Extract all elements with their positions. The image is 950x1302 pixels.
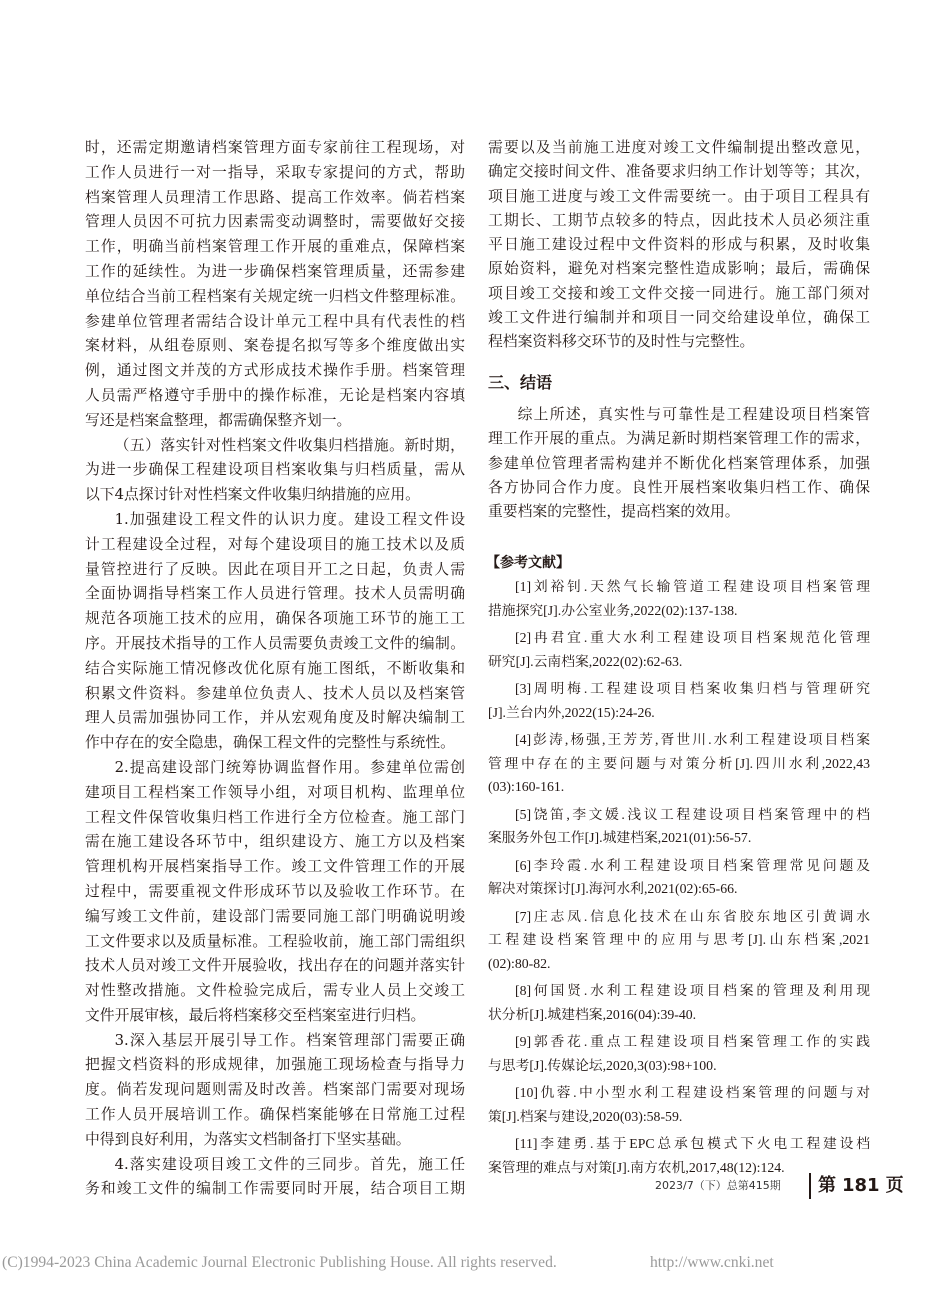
reference-line: [9]郭香花.重点工程建设项目档案管理工作的实践 [515,1034,870,1050]
text-line: 中得到良好利用，为落实文档制备打下坚实基础。 [85,1130,411,1148]
paragraph [488,403,870,524]
reference-item [488,626,870,673]
reference-line: [8]何国贤.水利工程建设项目档案的管理及利用现 [515,983,870,999]
text-line: 4.落实建设项目竣工文件的三同步。首先，施工任 [114,1155,465,1173]
paragraph [85,136,465,434]
text-line: 管理机构开展档案指导工作。竣工文件管理工作的开展 [85,858,465,876]
section-heading: 三、结语 [488,373,553,392]
text-line: 档案管理人员理清工作思路、提高工作效率。倘若档案 [85,188,465,206]
text-line: 管理人员因不可抗力因素需变动调整时，需要做好交接 [85,213,465,231]
text-line: 案材料，从组卷原则、案卷提名拟写等多个维度做出实 [85,337,465,355]
reference-item [488,1081,870,1128]
reference-line: [2]冉君宜.重大水利工程建设项目档案规范化管理 [515,630,870,646]
issue-label: 2023/7（下）总第415期 [655,1179,781,1192]
reference-line: [6]李玲霞.水利工程建设项目档案管理常见问题及 [515,857,870,873]
reference-item [488,728,870,799]
reference-line: 与思考[J].传媒论坛,2020,3(03):98+100. [488,1057,717,1073]
text-line: 计工程建设全过程，对每个建设项目的施工技术以及质 [85,535,465,553]
text-line: 程档案资料移交环节的及时性与完整性。 [488,333,755,350]
reference-line: [J].兰台内外,2022(15):24-26. [488,704,655,720]
text-line: 时，还需定期邀请档案管理方面专家前往工程现场，对 [85,139,465,156]
text-line: 原始资料，避免对档案完整性造成影响；最后，需确保 [488,260,870,278]
page-number-label [818,1174,904,1198]
reference-line: [10]仇蓉.中小型水利工程建设档案管理的问题与对 [515,1085,870,1101]
reference-line: [11]李建勇.基于EPC总承包模式下火电工程建设档 [515,1136,870,1152]
paragraph [85,508,465,756]
page-number: 181 [842,1175,880,1196]
text-line: 各方协同合作力度。良性开展档案收集归档工作、确保 [488,478,870,496]
text-line: 参建单位管理者需构建并不断优化档案管理体系，加强 [488,454,870,472]
text-line: 建项目工程档案工作领导小组，对项目机构、监理单位 [85,783,465,801]
left-column [85,136,465,1202]
text-line: 项目施工进度与竣工文件需要统一。由于项目工程具有 [488,187,870,205]
reference-line: [4]彭涛,杨强,王芳芳,胥世川.水利工程建设项目档案 [515,732,870,748]
reference-item [488,1132,870,1179]
text-line: 需在施工建设各环节中，组织建设方、施工方以及档案 [85,833,465,851]
copyright-url: http://www.cnki.net [650,1254,774,1271]
text-line: 以下4点探讨针对性档案文件收集归纳措施的应用。 [85,486,420,504]
text-line [85,434,465,459]
reference-line: [7]庄志凤.信息化技术在山东省胶东地区引黄调水 [515,908,870,924]
reference-line: 措施探究[J].办公室业务,2022(02):137-138. [488,602,738,618]
text-line: 为进一步确保工程建设项目档案收集与归档质量，需从 [85,461,465,479]
reference-item [488,1030,870,1077]
text-line: 参建单位管理者需结合设计单元工程中具有代表性的档 [85,312,465,330]
text-line: 规范各项施工技术的应用，确保各项施工环节的施工工 [85,610,465,628]
page-prefix: 第 [818,1175,836,1196]
reference-line: 案服务外包工作[J].城建档案,2021(01):56-57. [488,830,752,846]
paragraph [85,1153,465,1203]
references-heading: 【参考文献】 [486,555,570,571]
text-line: 对性整改措施。文件检验完成后，需专业人员上交竣工 [85,982,465,1000]
reference-item [488,803,870,850]
text-line: 1.加强建设工程文件的认识力度。建设工程文件设 [114,510,465,528]
text-line: 例，通过图文并茂的方式形成技术操作手册。档案管理 [85,362,465,380]
text-line: 3.深入基层开展引导工作。档案管理部门需要正确 [114,1031,465,1049]
page-suffix: 页 [885,1175,904,1196]
text-line: 务和竣工文件的编制工作需要同时开展，结合项目工期 [85,1180,465,1198]
text-line: 全面协调指导档案工作人员进行管理。技术人员需明确 [85,585,465,603]
footer-divider [809,1173,811,1199]
text-line: 工作的延续性。为进一步确保档案管理质量，还需参建 [85,262,465,280]
paragraph [85,756,465,1029]
reference-line: 管理中存在的主要问题与对策分析[J].四川水利,2022,43 [488,755,870,771]
text-line: 编写竣工文件前，建设部门需要同施工部门明确说明竣 [85,907,465,925]
reference-line: [5]饶笛,李文媛.浅议工程建设项目档案管理中的档 [515,806,870,822]
text-line: 项目竣工交接和竣工文件交接一同进行。施工部门须对 [488,284,870,302]
text-line: 工作，明确当前档案管理工作开展的重难点，保障档案 [85,238,465,256]
reference-item [488,575,870,622]
text-line: 积累文件资料。参建单位负责人、技术人员以及档案管 [85,684,465,702]
reference-item [488,854,870,901]
text-line: 工程文件保管收集归档工作进行全方位检查。施工部门 [85,808,465,826]
text-line: 写还是档案盒整理，都需确保整齐划一。 [85,411,352,429]
reference-line: 状分析[J].城建档案,2016(04):39-40. [488,1006,697,1022]
reference-item [488,905,870,976]
text-line: 理人员需加强协同工作，并从宏观角度及时解决编制工 [85,709,465,727]
text-line: 工期长、工期节点较多的特点，因此技术人员必须注重 [488,211,870,229]
text-line: 工作人员开展培训工作。确保档案能够在日常施工过程 [85,1106,465,1124]
reference-line: 研究[J].云南档案,2022(02):62-63. [488,653,683,669]
paragraph [85,434,465,508]
text-line: 过程中，需要重视文件形成环节以及验收工作环节。在 [85,882,465,900]
reference-item [488,979,870,1026]
copyright-notice: (C)1994-2023 China Academic Journal Electronic Publishing House. All rights reserved. [2,1254,557,1271]
text-line: 文件开展审核，最后将档案移交至档案室进行归档。 [85,1006,426,1024]
text-line: 综上所述，真实性与可靠性是工程建设项目档案管 [517,406,870,423]
right-column-body [488,136,870,354]
text-line: 把握文档资料的形成规律，加强施工现场检查与指导力 [85,1056,465,1074]
paragraph [85,1029,465,1153]
text-line: 序。开展技术指导的工作人员需要负责竣工文件的编制。 [85,634,465,652]
text-line: 平日施工建设过程中文件资料的形成与积累，及时收集 [488,236,870,253]
text-segment: 新时期， [404,436,465,454]
reference-line: 工程建设档案管理中的应用与思考[J].山东档案,2021 [488,932,870,948]
subsection-title: （五）落实针对性档案文件收集归档措施。 [114,436,405,454]
reference-line: [1]刘裕钊.天然气长输管道工程建设项目档案管理 [515,579,870,595]
text-line: 工文件要求以及质量标准。工程验收前，施工部门需组织 [85,932,465,950]
text-line: 结合实际施工情况修改优化原有施工图纸，不断收集和 [85,659,465,677]
text-line: 人员需严格遵守手册中的操作标准，无论是档案内容填 [85,386,465,404]
text-line: 2.提高建设部门统筹协调监督作用。参建单位需创 [114,758,465,776]
reference-item [488,677,870,724]
reference-line: 解决对策探讨[J].海河水利,2021(02):65-66. [488,881,738,897]
text-line: 作中存在的安全隐患，确保工程文件的完整性与系统性。 [85,734,455,752]
text-line: 单位结合当前工程档案有关规定统一归档文件整理标准。 [85,287,465,305]
text-line: 技术人员对竣工文件开展验收，找出存在的问题并落实针 [85,957,465,975]
text-line: 工作人员进行一对一指导，采取专家提问的方式，帮助 [85,163,465,181]
text-line: 重要档案的完整性，提高档案的效用。 [488,503,740,520]
reference-line: 策[J].档案与建设,2020(03):58-59. [488,1108,683,1124]
text-line: 需要以及当前施工进度对竣工文件编制提出整改意见， [488,139,870,156]
text-line: 度。倘若发现问题则需及时改善。档案部门需要对现场 [85,1081,465,1099]
reference-line: (02):80-82. [488,955,551,971]
reference-line: [3]周明梅.工程建设项目档案收集归档与管理研究 [515,681,870,697]
text-line: 确定交接时间文件、准备要求归纳工作计划等等；其次， [488,163,870,181]
text-line: 竣工文件进行编制并和项目一同交给建设单位，确保工 [488,308,870,326]
text-line: 量管控进行了反映。因此在项目开工之日起，负责人需 [85,560,465,578]
paragraph [488,136,870,354]
references-list [488,575,870,1183]
reference-line: (03):160-161. [488,779,565,795]
reference-line: 案管理的难点与对策[J].南方农机,2017,48(12):124. [488,1159,785,1175]
text-line: 理工作开展的重点。为满足新时期档案管理工作的需求， [488,430,870,448]
conclusion-body [488,403,870,524]
